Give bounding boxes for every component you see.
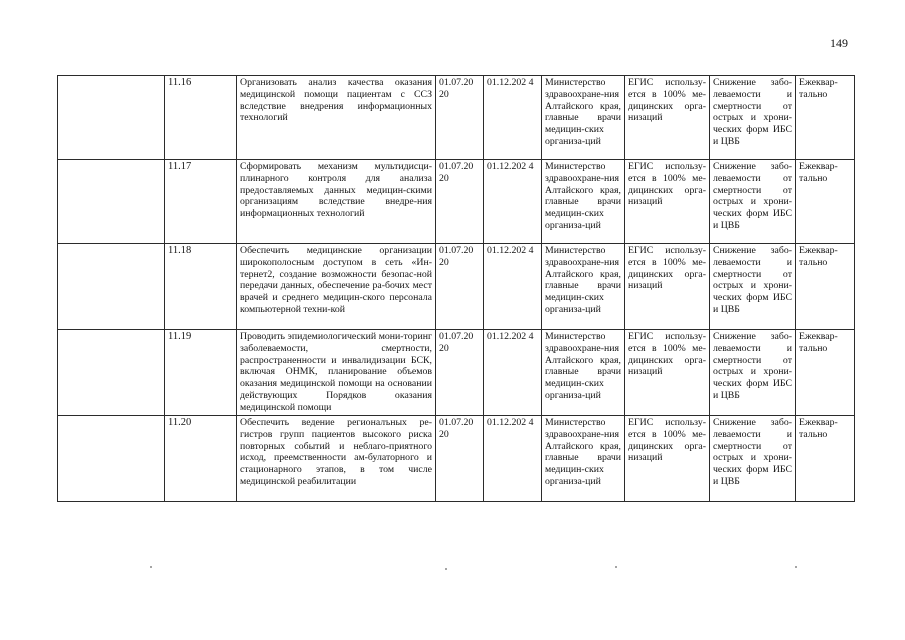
responsible-cell: Министерство здравоохране-ния Алтайского края, главные врачи медицин-ских организа-ций: [542, 160, 625, 244]
result-cell: Снижение забо-леваемости и смертности от острых и хрони-ческих форм ИБС и ЦВБ: [710, 416, 796, 502]
scan-speck: [150, 566, 152, 568]
end-date-cell: 01.12.202 4: [484, 76, 542, 160]
end-date-cell: 01.12.202 4: [484, 330, 542, 416]
control-cell: Ежеквар-тально: [796, 244, 855, 330]
control-cell: Ежеквар-тально: [796, 160, 855, 244]
empty-margin-cell: [58, 330, 165, 416]
characteristic-cell: ЕГИС использу-ется в 100% ме-дицинских орга-низаций: [625, 76, 710, 160]
responsible-cell: Министерство здравоохране-ния Алтайского края, главные врачи медицин-ских организа-ций: [542, 416, 625, 502]
end-date-cell: 01.12.202 4: [484, 416, 542, 502]
action-cell: Проводить эпидемиологический мони-торинг заболеваемости, смертности, распространенности и инвалидизации БСК, включая ОНМК, планирование объемов оказания медицинской помощи на основании действующих Порядков оказания медицинской помощи: [237, 330, 436, 416]
control-cell: Ежеквар-тально: [796, 76, 855, 160]
scan-speck: [795, 566, 797, 568]
result-cell: Снижение забо-леваемости и смертности от острых и хрони-ческих форм ИБС и ЦВБ: [710, 244, 796, 330]
start-date-cell: 01.07.20 20: [436, 330, 484, 416]
empty-margin-cell: [58, 416, 165, 502]
empty-margin-cell: [58, 76, 165, 160]
item-number-cell: 11.18: [165, 244, 237, 330]
page-number: 149: [830, 36, 848, 50]
start-date-cell: 01.07.20 20: [436, 244, 484, 330]
action-cell: Обеспечить ведение регионалъных ре-гистров групп пациентов высокого риска повторных событий и неблаго-приятного исход, преемственности ам-булаторного и стационарного этапов, в том числе медицинской реабилитации: [237, 416, 436, 502]
end-date-cell: 01.12.202 4: [484, 244, 542, 330]
item-number-cell: 11.16: [165, 76, 237, 160]
start-date-cell: 01.07.20 20: [436, 76, 484, 160]
result-cell: Снижение забо-леваемости от смертности от острых и хрони-ческих форм ИБС и ЦВБ: [710, 160, 796, 244]
empty-margin-cell: [58, 160, 165, 244]
table-row: [58, 330, 855, 416]
responsible-cell: Министерство здравоохране-ния Алтайского края, главные врачи медицин-ских организа-ций: [542, 244, 625, 330]
control-cell: Ежеквар-тально: [796, 416, 855, 502]
action-cell: Обеспечить медицинские организации широкополосным доступом в сеть «Ин-тернет2, создание возможности безопас-ной передачи данных, обеспечение ра-бочих мест врачей и среднего медицин-ского персонала компьютерной техни-кой: [237, 244, 436, 330]
table-row: [58, 416, 855, 502]
action-cell: Организовать анализ качества оказания медицинской помощи пациентам с ССЗ вследствие внедрения информационных технологий: [237, 76, 436, 160]
characteristic-cell: ЕГИС использу-ется в 100% ме-дицинских орга-низаций: [625, 244, 710, 330]
table-row: [58, 244, 855, 330]
end-date-cell: 01.12.202 4: [484, 160, 542, 244]
table-row: [58, 160, 855, 244]
start-date-cell: 01.07.20 20: [436, 160, 484, 244]
empty-margin-cell: [58, 244, 165, 330]
responsible-cell: Министерство здравоохране-ния Алтайского края, главные врачи медицин-ских организа-ций: [542, 330, 625, 416]
item-number-cell: 11.20: [165, 416, 237, 502]
start-date-cell: 01.07.20 20: [436, 416, 484, 502]
result-cell: Снижение забо-леваемости и смертности от острых и хрони-ческих форм ИБС и ЦВБ: [710, 76, 796, 160]
characteristic-cell: ЕГИС использу-ется в 100% ме-дицинских орга-низаций: [625, 330, 710, 416]
item-number-cell: 11.19: [165, 330, 237, 416]
item-number-cell: 11.17: [165, 160, 237, 244]
characteristic-cell: ЕГИС использу-ется в 100% ме-дицинских орга-низаций: [625, 416, 710, 502]
characteristic-cell: ЕГИС использу-ется в 100% ме-дицинских орга-низаций: [625, 160, 710, 244]
table-row: [58, 76, 855, 160]
action-plan-table: [57, 75, 855, 502]
result-cell: Снижение забо-леваемости и смертности от острых и хрони-ческих форм ИБС и ЦВБ: [710, 330, 796, 416]
scan-speck: [445, 568, 447, 570]
scan-speck: [615, 566, 617, 568]
control-cell: Ежеквар-тально: [796, 330, 855, 416]
action-cell: Сформировать механизм мультидисци-плинарного контроля для анализа предоставляемых данных медицин-скими организациям вследствие внедре-ния информационных технологий: [237, 160, 436, 244]
responsible-cell: Министерство здравоохране-ния Алтайского края, главные врачи медицин-ских организа-ций: [542, 76, 625, 160]
